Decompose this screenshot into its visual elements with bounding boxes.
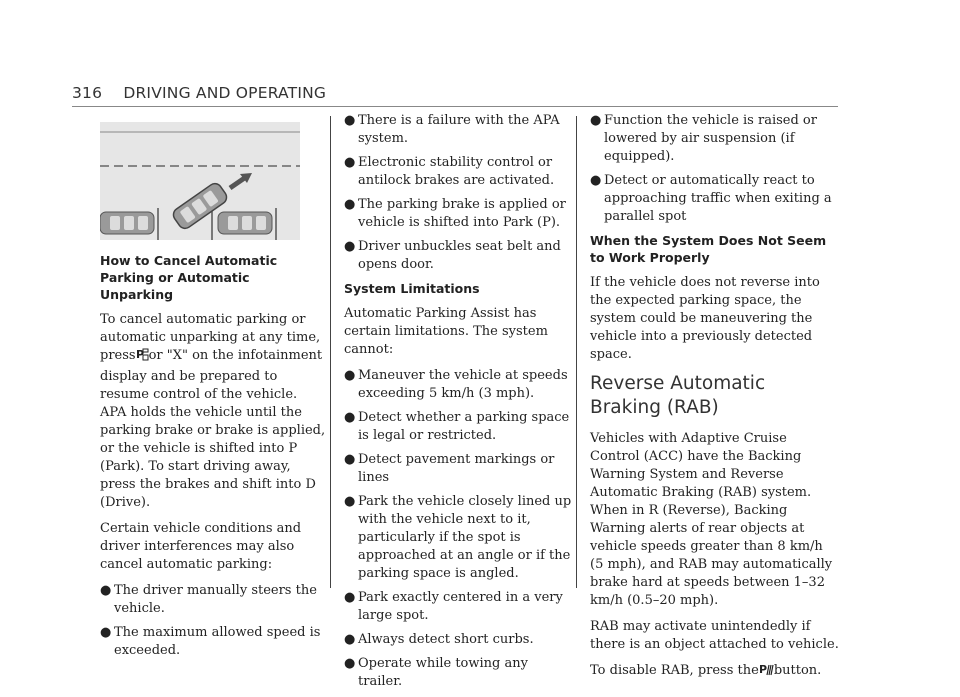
system-limitations-heading: System Limitations bbox=[344, 281, 480, 296]
list-item-text: Detect or automatically react to approaching traffic when exiting a parallel spot bbox=[604, 173, 832, 224]
cancel-bullets-continued bbox=[344, 112, 574, 274]
list-item bbox=[344, 238, 574, 274]
cancel-text-end: or "X" on the infotainment display and be prepared to resume control of the vehicle. APA holds the vehicle until the parking brake or brake is applied, or the vehicle is shifted into P (Park). To start driving away, press the brakes and shift into D (Drive). bbox=[100, 348, 326, 510]
bullet: ● bbox=[344, 155, 356, 170]
limitations-paragraph: Automatic Parking Assist has certain limitations. The system cannot: bbox=[344, 306, 548, 357]
header-rule bbox=[72, 106, 838, 107]
list-item bbox=[344, 655, 574, 691]
bullet: ● bbox=[344, 656, 356, 671]
list-item-text: Driver unbuckles seat belt and opens door. bbox=[358, 239, 561, 272]
page-number: 316 bbox=[72, 84, 103, 102]
parking-illustration bbox=[100, 122, 300, 240]
column-divider-1 bbox=[330, 116, 331, 588]
svg-text:P: P bbox=[758, 663, 767, 676]
list-item bbox=[344, 631, 574, 649]
troubleshooting-heading: When the System Does Not Seem to Work Properly bbox=[590, 233, 827, 265]
column-2 bbox=[344, 112, 574, 697]
list-item-text: The driver manually steers the vehicle. bbox=[114, 583, 317, 616]
column-divider-2 bbox=[576, 116, 577, 588]
list-item-text: Always detect short curbs. bbox=[358, 632, 534, 647]
page-header bbox=[72, 84, 326, 102]
column-3 bbox=[590, 112, 840, 691]
list-item-text: Operate while towing any trailer. bbox=[358, 656, 528, 689]
disable-text-start: To disable RAB, press the bbox=[590, 663, 759, 678]
bullet: ● bbox=[344, 590, 356, 605]
cancel-parking-heading: How to Cancel Automatic Parking or Automatic Unparking bbox=[100, 253, 278, 302]
list-item bbox=[590, 172, 840, 226]
list-item bbox=[344, 589, 574, 625]
section-title: DRIVING AND OPERATING bbox=[123, 84, 327, 102]
bullet: ● bbox=[344, 410, 356, 425]
limitations-bullets-continued bbox=[590, 112, 840, 226]
bullet: ● bbox=[344, 452, 356, 467]
list-item bbox=[344, 367, 574, 403]
bullet: ● bbox=[344, 197, 356, 212]
bullet: ● bbox=[100, 625, 112, 640]
bullet: ● bbox=[344, 239, 356, 254]
list-item bbox=[344, 196, 574, 232]
reverse-braking-icon bbox=[759, 662, 774, 683]
column-1 bbox=[100, 112, 326, 666]
conditions-paragraph: Certain vehicle conditions and driver interferences may also cancel automatic parking: bbox=[100, 521, 302, 572]
list-item bbox=[344, 451, 574, 487]
cancel-bullets bbox=[100, 582, 326, 660]
bullet: ● bbox=[590, 173, 602, 188]
cancel-parking-paragraph bbox=[100, 311, 326, 512]
park-assist-icon bbox=[136, 347, 149, 368]
list-item bbox=[344, 409, 574, 445]
limitations-bullets bbox=[344, 367, 574, 691]
rab-disable-paragraph bbox=[590, 662, 840, 683]
list-item-text: The maximum allowed speed is exceeded. bbox=[114, 625, 321, 658]
bullet: ● bbox=[344, 632, 356, 647]
bullet: ● bbox=[344, 368, 356, 383]
list-item bbox=[100, 582, 326, 618]
rab-paragraph: Vehicles with Adaptive Cruise Control (ACC) have the Backing Warning System and Reverse Automatic Braking (RAB) system. When in R (Reverse), Backing Warning alerts of rear objects at vehicle speeds greater than 8 km/h (5 mph), and RAB may automatically brake hard at speeds between 1–32 km/h (0.5–20 mph). bbox=[590, 431, 833, 608]
list-item bbox=[344, 493, 574, 583]
list-item bbox=[100, 624, 326, 660]
svg-text:P: P bbox=[135, 348, 144, 361]
bullet: ● bbox=[590, 113, 602, 128]
troubleshooting-paragraph: If the vehicle does not reverse into the expected parking space, the system could be maneuvering the vehicle into a previously detected space. bbox=[590, 275, 820, 362]
rab-unintended-paragraph: RAB may activate unintendedly if there is an object attached to vehicle. bbox=[590, 619, 839, 652]
disable-text-end: button. bbox=[773, 663, 822, 678]
list-item-text: Detect pavement markings or lines bbox=[358, 452, 555, 485]
list-item-text: Function the vehicle is raised or lowered by air suspension (if equipped). bbox=[604, 113, 817, 164]
cancel-text-start: To cancel automatic parking or automatic unparking at any time, press bbox=[100, 312, 321, 363]
bullet: ● bbox=[100, 583, 112, 598]
list-item-text: The parking brake is applied or vehicle is shifted into Park (P). bbox=[358, 197, 566, 230]
bullet: ● bbox=[344, 113, 356, 128]
bullet: ● bbox=[344, 494, 356, 509]
rab-section-title: Reverse Automatic Braking (RAB) bbox=[590, 373, 766, 418]
list-item-text: Maneuver the vehicle at speeds exceeding 5 km/h (3 mph). bbox=[358, 368, 568, 401]
list-item-text: Detect whether a parking space is legal or restricted. bbox=[358, 410, 570, 443]
list-item-text: Park the vehicle closely lined up with the vehicle next to it, particularly if the spot is approached at an angle or if the parking space is angled. bbox=[358, 494, 572, 581]
list-item bbox=[590, 112, 840, 166]
list-item-text: Park exactly centered in a very large spot. bbox=[358, 590, 563, 623]
list-item-text: Electronic stability control or antilock brakes are activated. bbox=[358, 155, 555, 188]
list-item-text: There is a failure with the APA system. bbox=[358, 113, 560, 146]
list-item bbox=[344, 154, 574, 190]
list-item bbox=[344, 112, 574, 148]
